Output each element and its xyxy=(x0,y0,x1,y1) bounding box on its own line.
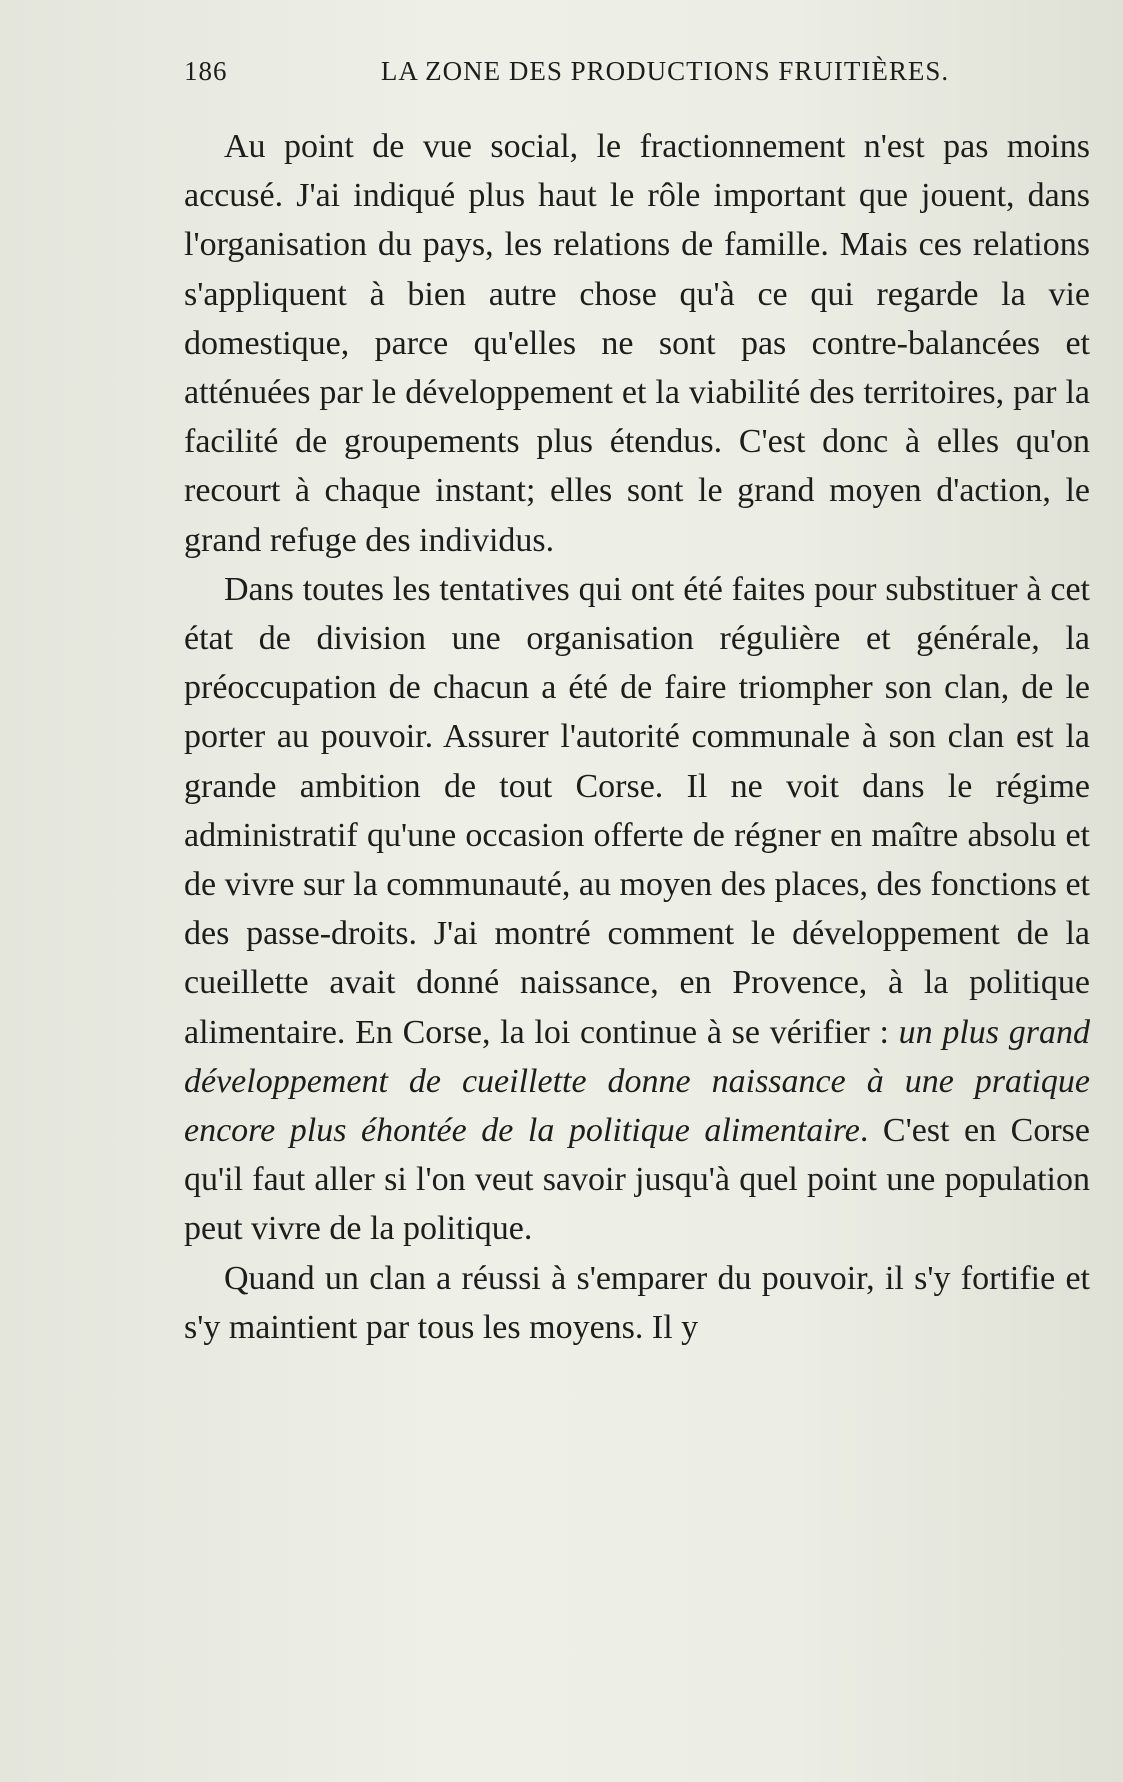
paragraph-clan-power: Quand un clan a réussi à s'emparer du pouvoir, il s'y fortifie et s'y maintient par tous les moyens. Il y xyxy=(184,1259,1090,1346)
paragraph-text-after-italic: . C'est en Corse qu'il faut aller si l'on veut savoir jusqu'à quel point une population peut vivre de la politique. xyxy=(184,1112,1090,1248)
paragraph-clan-politics xyxy=(184,565,1090,1254)
book-page xyxy=(184,56,1090,1352)
paragraph-text-before-italic: Dans toutes les tentatives qui ont été faites pour substituer à cet état de division une organisation régulière et générale, la préoccupation de chacun a été de faire triompher son clan, de le porter au pouvoir. Assurer l'autorité communale à son clan est la grande ambition de tout Corse. Il ne voit dans le régime administratif qu'une occasion offerte de régner en maître absolu et de vivre sur la communauté, au moyen des places, des fonctions et des passe-droits. J'ai montré comment le développement de la cueillette avait donné naissance, en Provence, à la politique alimentaire. En Corse, la loi continue à se vérifier : xyxy=(184,570,1090,1051)
page-number: 186 xyxy=(184,56,228,86)
paragraph-social-fragmentation: Au point de vue social, le fractionnement n'est pas moins accusé. J'ai indiqué plus haut le rôle important que jouent, dans l'organisation du pays, les relations de famille. Mais ces relations s'appliquent à bien autre chose qu'à ce qui regarde la vie domestique, parce qu'elles ne sont pas contre-balancées et atténuées par le développement et la viabilité des territoires, par la facilité de groupements plus étendus. C'est donc à elles qu'on recourt à chaque instant; elles sont le grand moyen d'action, le grand refuge des individus. xyxy=(184,128,1090,559)
body-text xyxy=(184,122,1090,1352)
running-title: LA ZONE DES PRODUCTIONS FRUITIÈRES. xyxy=(380,56,950,86)
italic-law-statement: un plus grand développement de cueillette donne naissance à une pratique encore plus éhontée de la politique alimentaire xyxy=(184,1013,1090,1150)
running-header xyxy=(184,56,1090,96)
